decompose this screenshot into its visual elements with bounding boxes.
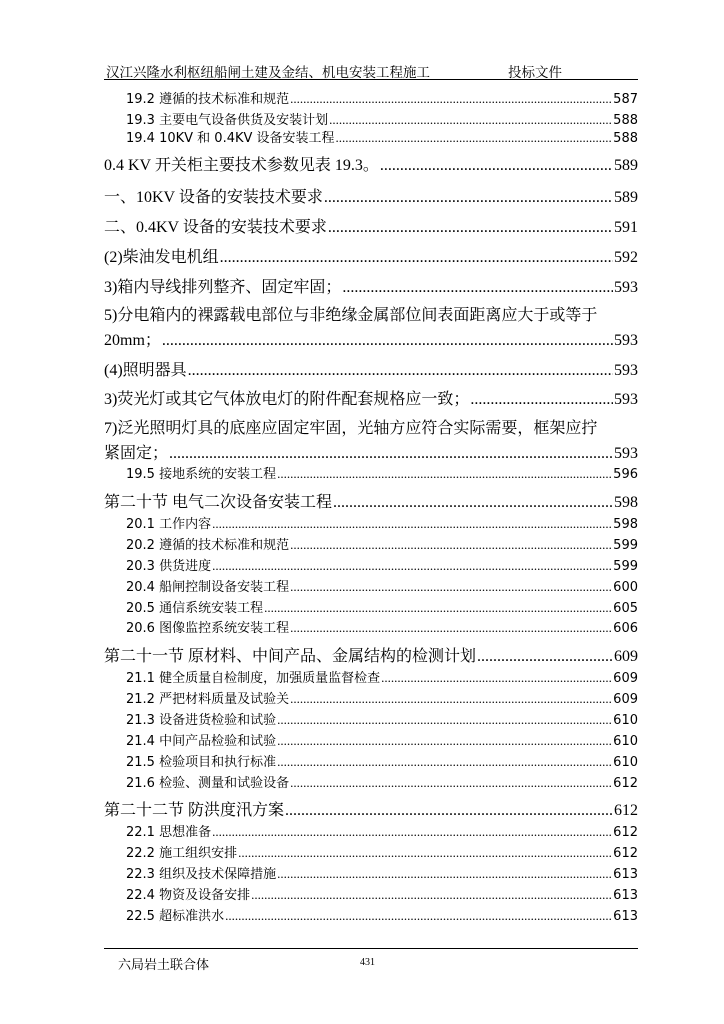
toc-leader-dots: [277, 866, 612, 882]
toc-entry-title: 0.4 KV 开关柜主要技术参数见表 19.3。: [104, 157, 379, 174]
toc-entry-title: 第二十节 电气二次设备安装工程: [104, 494, 333, 511]
toc-leader-dots: [212, 824, 612, 840]
toc-leader-dots: [212, 558, 612, 574]
toc-entry-title: 21.2 严把材料质量及试验关: [126, 692, 290, 707]
toc-entry-title: 20.1 工作内容: [126, 517, 212, 532]
toc-page-number: 592: [614, 249, 638, 266]
toc-entry-title: 20.5 通信系统安装工程: [126, 601, 264, 616]
toc-page-number: 613: [613, 909, 638, 924]
toc-page-number: 593: [614, 332, 638, 349]
toc-entry-title: 21.1 健全质量自检制度，加强质量监督检查: [126, 671, 381, 686]
toc-page-number: 600: [613, 580, 638, 595]
toc-page-number: 609: [613, 671, 638, 686]
toc-entry-title: 21.4 中间产品检验和试验: [126, 734, 277, 749]
toc-leader-dots: [328, 219, 613, 237]
toc-page-number: 593: [614, 445, 638, 462]
toc-page-number: 612: [613, 846, 638, 861]
toc-leader-dots: [381, 670, 612, 686]
page-footer: [104, 948, 638, 972]
toc-page-number: 593: [614, 391, 638, 408]
toc-entry[interactable]: [104, 244, 638, 267]
toc-entry[interactable]: [104, 576, 638, 595]
toc-entry-title: 20.2 遵循的技术标准和规范: [126, 538, 290, 553]
toc-page-number: 605: [613, 601, 638, 616]
footer-page-number: 431: [360, 957, 375, 968]
toc-leader-dots: [264, 600, 612, 616]
toc-entry-title: 19.4 10KV 和 0.4KV 设备安装工程: [126, 131, 335, 146]
toc-entry[interactable]: [104, 386, 638, 409]
toc-page-number: 588: [613, 113, 638, 128]
toc-page-number: 610: [613, 755, 638, 770]
header-title: 汉江兴隆水利枢纽船闸土建及金结、机电安装工程施工: [106, 65, 430, 80]
toc-page-number: 598: [614, 494, 638, 511]
toc-entry-title: 3)荧光灯或其它气体放电灯的附件配套规格应一致；: [104, 391, 470, 408]
toc-entry[interactable]: [104, 863, 638, 882]
toc-page-number: 593: [614, 279, 638, 296]
toc-leader-dots: [277, 754, 612, 770]
toc-entry-title: 19.2 遵循的技术标准和规范: [126, 92, 290, 107]
toc-page-number: 610: [613, 713, 638, 728]
toc-leader-dots: [342, 279, 613, 297]
toc-leader-dots: [336, 130, 613, 146]
toc-entry[interactable]: [104, 709, 638, 728]
toc-entry[interactable]: [104, 463, 638, 482]
page-header: [104, 60, 638, 80]
toc-leader-dots: [251, 887, 612, 903]
toc-entry[interactable]: [104, 88, 638, 107]
toc-entry-title: 21.3 设备进货检验和试验: [126, 713, 277, 728]
toc-entry[interactable]: [104, 357, 638, 380]
toc-leader-dots: [162, 332, 613, 350]
toc-leader-dots: [285, 802, 613, 820]
toc-entry-title: 3)箱内导线排列整齐、固定牢固；: [104, 279, 342, 296]
toc-leader-dots: [333, 494, 613, 512]
toc-entry[interactable]: [104, 534, 638, 553]
toc-page-number: 599: [613, 559, 638, 574]
toc-entry[interactable]: [104, 797, 638, 820]
toc-page-number: 609: [613, 692, 638, 707]
toc-entry-title: 22.1 思想准备: [126, 825, 212, 840]
toc-entry-title: 20.3 供货进度: [126, 559, 212, 574]
toc-leader-dots: [290, 691, 612, 707]
toc-entry[interactable]: [104, 597, 638, 616]
toc-entry-title: 第二十二节 防洪度汛方案: [104, 802, 285, 819]
toc-entry[interactable]: [104, 555, 638, 574]
toc-leader-dots: [277, 466, 612, 482]
toc-entry-title: 紧固定；: [104, 445, 169, 462]
toc-entry[interactable]: [104, 884, 638, 903]
header-doc-type: 投标文件: [508, 65, 562, 80]
toc-leader-dots: [225, 908, 612, 924]
toc-entry-wrapped-line: 5)分电箱内的裸露载电部位与非绝缘金属部位间表面距离应大于或等于: [104, 307, 598, 324]
toc-entry-title: (2)柴油发电机组: [104, 249, 219, 266]
toc-entry[interactable]: [104, 214, 638, 237]
toc-leader-dots: [238, 845, 612, 861]
toc-page-number: 612: [613, 825, 638, 840]
toc-page-number: 609: [614, 648, 638, 665]
toc-page-number: 596: [613, 467, 638, 482]
toc-page-number: 598: [613, 517, 638, 532]
toc-entry-title: 22.5 超标准洪水: [126, 909, 225, 924]
toc-page-number: 599: [613, 538, 638, 553]
toc-leader-dots: [212, 516, 612, 532]
toc-page-number: 613: [613, 867, 638, 882]
toc-entry[interactable]: [104, 905, 638, 924]
toc-leader-dots: [290, 579, 612, 595]
toc-entry[interactable]: [104, 842, 638, 861]
toc-leader-dots: [290, 620, 612, 636]
toc-page-number: 613: [613, 888, 638, 903]
toc-leader-dots: [329, 112, 612, 128]
toc-page-number: 612: [613, 776, 638, 791]
toc-leader-dots: [188, 362, 613, 380]
toc-page-number: 587: [613, 92, 638, 107]
toc-leader-dots: [324, 189, 613, 207]
toc-entry[interactable]: [104, 513, 638, 532]
toc-leader-dots: [477, 648, 613, 666]
toc-leader-dots: [220, 249, 613, 267]
toc-page-number: 593: [614, 362, 638, 379]
toc-page-number: 591: [614, 219, 638, 236]
toc-entry[interactable]: [104, 109, 638, 128]
toc-entry-title: 22.4 物资及设备安排: [126, 888, 251, 903]
toc-entry[interactable]: [104, 489, 638, 512]
toc-leader-dots: [169, 445, 613, 463]
toc-entry[interactable]: [104, 440, 638, 463]
toc-page-number: 588: [613, 131, 638, 146]
toc-entry-title: 第二十一节 原材料、中间产品、金属结构的检测计划: [104, 648, 477, 665]
footer-company: 六局岩土联合体: [118, 957, 210, 972]
toc-entry-title: 二、0.4KV 设备的安装技术要求: [104, 219, 327, 236]
toc-entry[interactable]: [104, 617, 638, 636]
toc-entry-title: 21.6 检验、测量和试验设备: [126, 776, 290, 791]
toc-entry[interactable]: [104, 184, 638, 207]
toc-entry-title: (4)照明器具: [104, 362, 187, 379]
toc-leader-dots: [470, 391, 613, 409]
toc-leader-dots: [277, 712, 612, 728]
toc-entry-title: 22.2 施工组织安排: [126, 846, 238, 861]
toc-entry-title: 一、10KV 设备的安装技术要求: [104, 189, 323, 206]
toc-entry[interactable]: [104, 667, 638, 686]
toc-leader-dots: [290, 91, 612, 107]
toc-leader-dots: [290, 537, 612, 553]
toc-entry[interactable]: [104, 152, 638, 175]
toc-entry-title: 20.6 图像监控系统安装工程: [126, 621, 290, 636]
toc-page-number: 589: [614, 189, 638, 206]
toc-entry[interactable]: [104, 688, 638, 707]
toc-entry[interactable]: [104, 127, 638, 146]
toc-entry[interactable]: [104, 274, 638, 297]
toc-page-number: 610: [613, 734, 638, 749]
toc-leader-dots: [277, 733, 612, 749]
toc-page-number: 589: [614, 157, 638, 174]
toc-leader-dots: [380, 157, 613, 175]
toc-entry[interactable]: [104, 730, 638, 749]
toc-entry-title: 19.5 接地系统的安装工程: [126, 467, 277, 482]
toc-entry-wrapped-line: 7)泛光照明灯具的底座应固定牢固，光轴方应符合实际需要，框架应拧: [104, 420, 598, 437]
toc-page-number: 612: [614, 802, 638, 819]
toc-entry-title: 19.3 主要电气设备供货及安装计划: [126, 113, 329, 128]
toc-entry[interactable]: [104, 772, 638, 791]
toc-entry[interactable]: [104, 327, 638, 350]
toc-entry[interactable]: [104, 821, 638, 840]
toc-entry-title: 20.4 船闸控制设备安装工程: [126, 580, 290, 595]
toc-leader-dots: [290, 775, 612, 791]
toc-page-number: 606: [613, 621, 638, 636]
toc-entry[interactable]: [104, 643, 638, 666]
toc-entry-title: 22.3 组织及技术保障措施: [126, 867, 277, 882]
toc-entry-title: 21.5 检验项目和执行标准: [126, 755, 277, 770]
toc-entry-title: 20mm；: [104, 332, 161, 349]
toc-entry[interactable]: [104, 751, 638, 770]
